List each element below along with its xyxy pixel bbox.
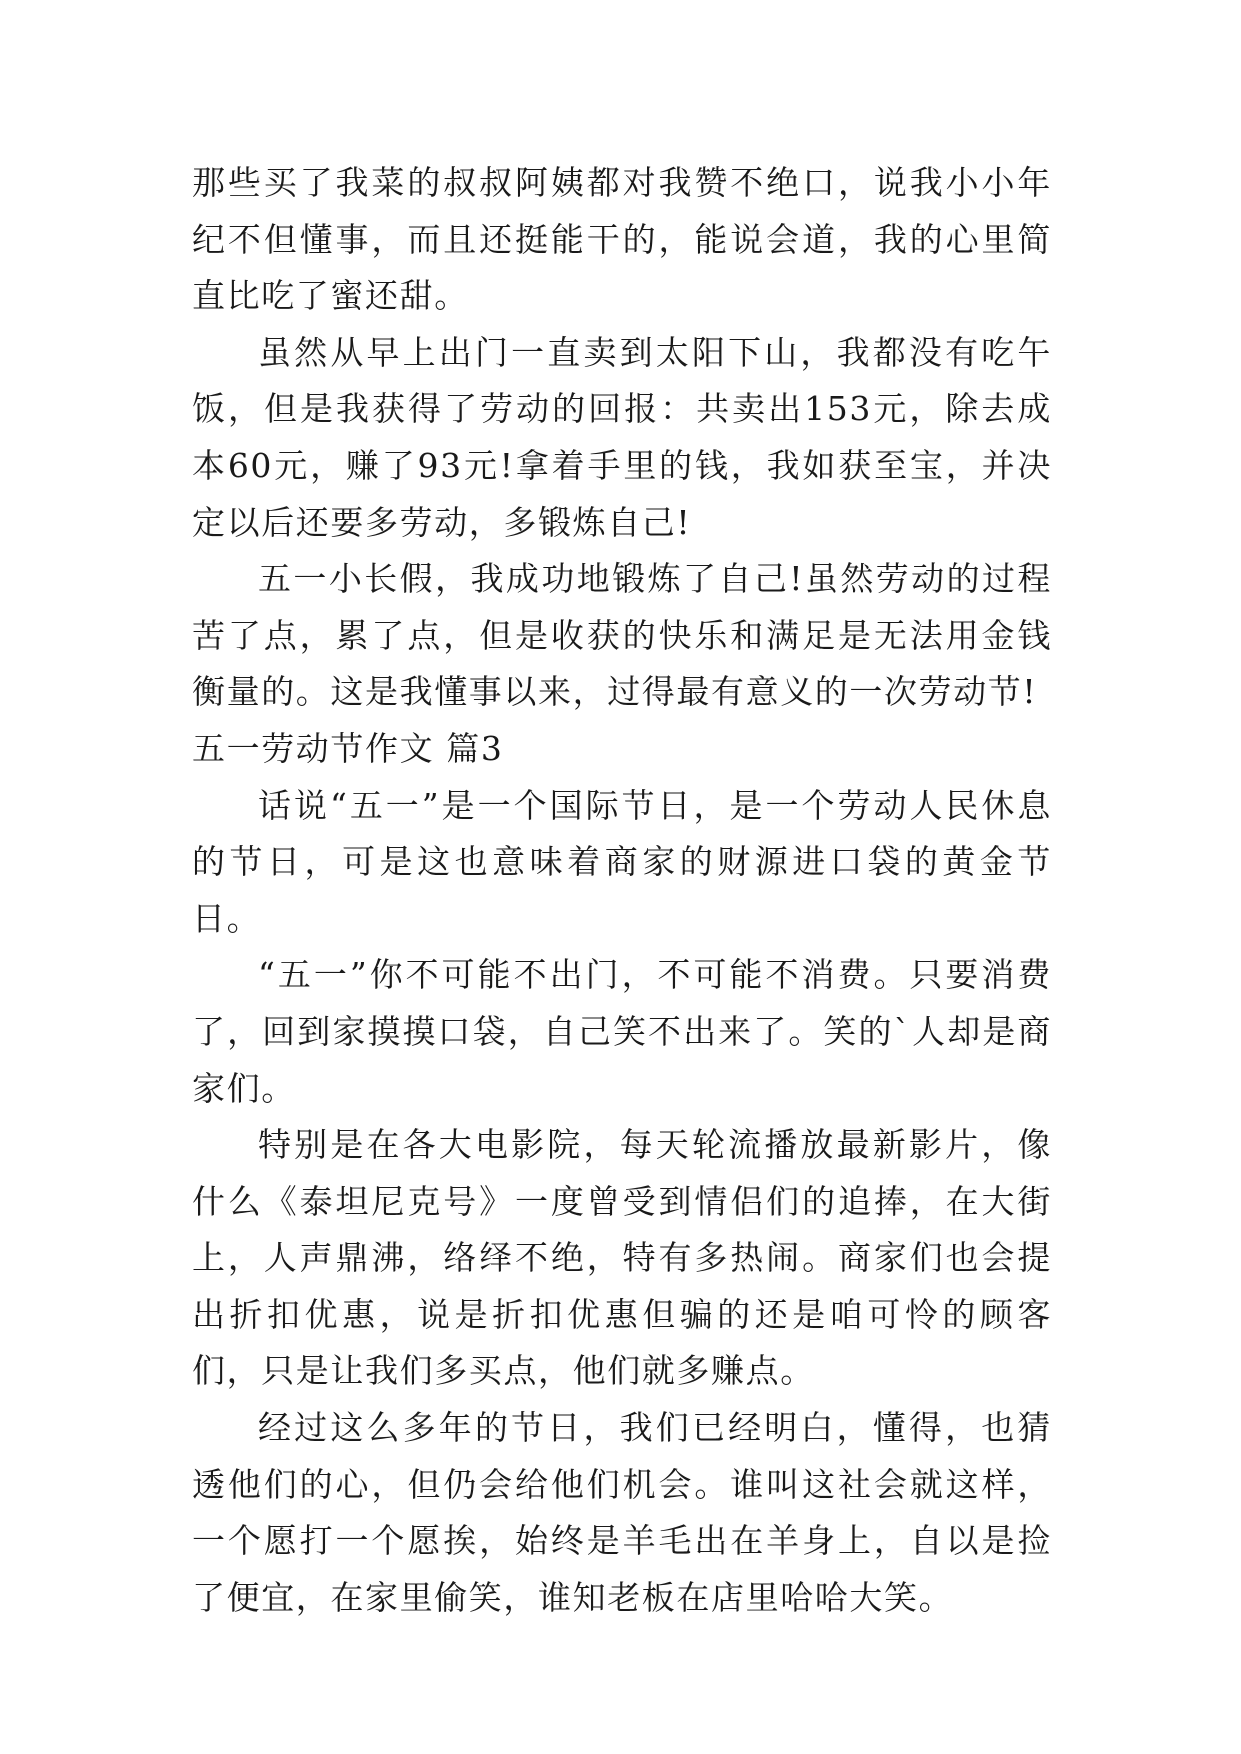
- paragraph: 虽然从早上出门一直卖到太阳下山，我都没有吃午饭，但是我获得了劳动的回报：共卖出153元，除去成本60元，赚了93元!拿着手里的钱，我如获至宝，并决定以后还要多劳动，多锻炼自己!: [192, 332, 1052, 542]
- section-heading: 五一劳动节作文 篇3: [192, 728, 504, 768]
- document-body: [192, 155, 1052, 1626]
- paragraph: “五一”你不可能不出门，不可能不消费。只要消费了，回到家摸摸口袋，自己笑不出来了。笑的`人却是商家们。: [192, 955, 1052, 1108]
- paragraph: 那些买了我菜的叔叔阿姨都对我赞不绝口，说我小小年纪不但懂事，而且还挺能干的，能说会道，我的心里简直比吃了蜜还甜。: [192, 163, 1052, 316]
- paragraph: 话说“五一”是一个国际节日，是一个劳动人民休息的节日，可是这也意味着商家的财源进口袋的黄金节日。: [192, 785, 1052, 938]
- paragraph: 特别是在各大电影院，每天轮流播放最新影片，像什么《泰坦尼克号》一度曾受到情侣们的追捧，在大街上，人声鼎沸，络绎不绝，特有多热闹。商家们也会提出折扣优惠，说是折扣优惠但骗的还是咱可怜的顾客们，只是让我们多买点，他们就多赚点。: [192, 1125, 1052, 1391]
- paragraph: 经过这么多年的节日，我们已经明白，懂得，也猜透他们的心，但仍会给他们机会。谁叫这社会就这样，一个愿打一个愿挨，始终是羊毛出在羊身上，自以是捡了便宜，在家里偷笑，谁知老板在店里哈哈大笑。: [192, 1408, 1052, 1617]
- paragraph: 五一小长假，我成功地锻炼了自己!虽然劳动的过程苦了点，累了点，但是收获的快乐和满足是无法用金钱衡量的。这是我懂事以来，过得最有意义的一次劳动节!: [192, 559, 1052, 712]
